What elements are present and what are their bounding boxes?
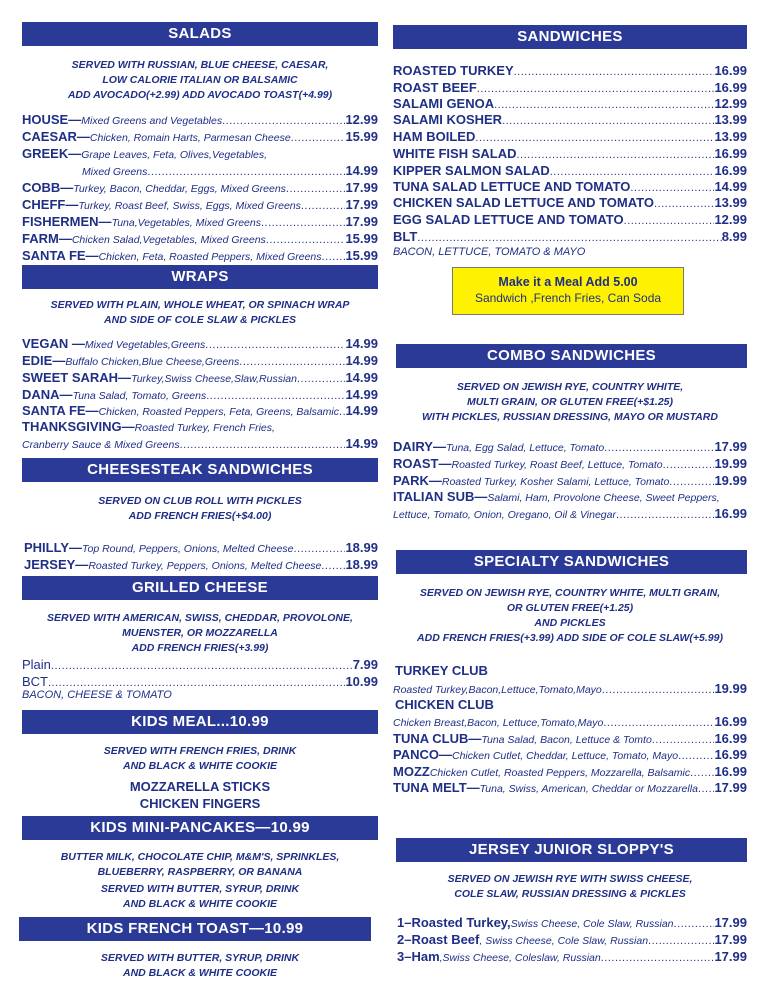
menu-item [22,247,378,264]
menu-item [22,128,378,145]
item-price: 16.99 [714,80,747,95]
menu-item [22,418,378,435]
item-price: 18.99 [345,557,378,572]
toast-note: SERVED WITH BUTTER, SYRUP, DRINK AND BLACK & WHITE COOKIE [100,952,300,979]
salads-header: SALADS [22,22,378,46]
menu-item [393,472,747,489]
item-price: 12.99 [714,212,747,227]
item-price: 15.99 [345,129,378,144]
dot-leader [205,337,345,352]
menu-item [22,111,378,128]
dot-leader [239,354,345,369]
item-desc: Swiss Cheese, Cole Slaw, Russian [510,918,674,930]
menu-item [393,111,747,128]
item-desc: Chicken Cutlet, Cheddar, Lettuce, Tomato, Mayo [451,750,679,762]
item-price: 16.99 [714,506,747,521]
pancakes-served-note: SERVED WITH BUTTER, SYRUP, DRINK AND BLACK & WHITE COOKIE [100,883,300,910]
item-price: 13.99 [714,112,747,127]
dot-leader [321,558,345,573]
item-price: 16.99 [714,63,747,78]
dot-leader [648,933,714,948]
item-name: HOUSE— [22,112,82,127]
menu-item [393,211,747,228]
dot-leader [669,474,714,489]
item-price: 17.99 [345,197,378,212]
menu-item [393,455,747,472]
dot-leader [514,64,715,79]
meal-desc: Sandwich ,French Fries, Can Soda [474,291,662,305]
menu-item [22,673,378,690]
item-name: 2–Roast Beef [397,932,480,947]
item-name: SALAMI KOSHER [393,112,503,127]
dot-leader [678,748,714,763]
menu-item [397,948,747,965]
pancakes-note: BUTTER MILK, CHOCOLATE CHIP, M&M'S, SPRINKLES, BLUEBERRY, RASPBERRY, OR BANANA [60,851,340,878]
item-price: 8.99 [721,229,747,244]
menu-item [24,556,378,573]
item-name: JERSEY— [24,557,89,572]
item-name: CHICKEN SALAD LETTUCE AND TOMATO [393,195,654,210]
item-price: 15.99 [345,231,378,246]
wraps-header: WRAPS [22,265,378,289]
item-name: WHITE FISH SALAD [393,146,517,161]
dot-leader [206,388,345,403]
menu-item [393,228,747,245]
item-desc: Roasted Turkey, Roast Beef, Lettuce, Tomato [451,459,663,471]
meal-title: Make it a Meal Add 5.00 [498,275,638,289]
kids-meal-note: SERVED WITH FRENCH FRIES, DRINK AND BLACK & WHITE COOKIE [103,745,297,772]
item-price: 7.99 [352,657,378,672]
dot-leader [294,541,346,556]
dot-leader [301,198,346,213]
item-name: PHILLY— [24,540,83,555]
menu-item [22,230,378,247]
menu-item [393,763,747,780]
item-name: ROAST BEEF [393,80,477,95]
menu-item [393,62,747,79]
item-name: EDIE— [22,353,66,368]
menu-item [393,713,747,730]
item-name: SANTA FE— [22,248,99,263]
sloppy-note: SERVED ON JEWISH RYE WITH SWISS CHEESE, COLE SLAW, RUSSIAN DRESSING & PICKLES [447,873,693,900]
item-desc: Tuna Salad, Tomato, Greens [72,390,207,402]
wraps-note: SERVED WITH PLAIN, WHOLE WHEAT, OR SPINACH WRAP AND SIDE OF COLE SLAW & PICKLES [50,299,350,326]
kids-option: MOZZARELLA STICKS [129,779,271,794]
item-name: MOZZ [393,764,430,779]
item-price: 16.99 [714,764,747,779]
item-desc: Cranberry Sauce & Mixed Greens [22,439,180,451]
dot-leader [417,230,721,245]
menu-item [22,369,378,386]
item-desc: Chicken, Roasted Peppers, Feta, Greens, Balsamic [98,406,340,418]
item-name: BCT [22,674,48,689]
item-price: 15.99 [345,248,378,263]
item-price: 19.99 [714,456,747,471]
combo-note: SERVED ON JEWISH RYE, COUNTRY WHITE, MULTI GRAIN, OR GLUTEN FREE(+$1.25) WITH PICKLES, RUSSIAN DRESSING, MAYO OR MUSTARD [422,381,718,423]
bct-desc: BACON, CHEESE & TOMATO [22,689,172,701]
item-price: 17.99 [714,932,747,947]
dot-leader [604,440,714,455]
item-name: SALAMI GENOA [393,96,495,111]
item-price: 14.99 [345,436,378,451]
item-name: CHEFF— [22,197,79,212]
item-desc: Top Round, Peppers, Onions, Melted Cheese [82,543,294,555]
dot-leader [663,457,715,472]
menu-item [393,194,747,211]
item-name: SANTA FE— [22,403,99,418]
item-price: 17.99 [714,439,747,454]
dot-leader [322,249,346,264]
item-name: CAESAR— [22,129,90,144]
item-desc: Chicken, Romain Harts, Parmesan Cheese [89,132,291,144]
item-desc: Mixed Vegetables,Greens [84,339,206,351]
item-name: BLT [393,229,418,244]
dot-leader [222,113,345,128]
item-desc: Turkey,Swiss Cheese,Slaw,Russian [131,373,297,385]
dot-leader [494,97,714,112]
item-desc: Salami, Ham, Provolone Cheese, Sweet Peppers, [487,492,720,504]
item-price: 14.99 [345,336,378,351]
dot-leader [550,164,715,179]
dot-leader [297,371,345,386]
item-desc: , Swiss Cheese, Cole Slaw, Russian [479,935,649,947]
item-name: COBB— [22,180,74,195]
item-name: 1–Roasted Turkey, [397,915,511,930]
item-price: 14.99 [714,179,747,194]
menu-item [393,162,747,179]
dot-leader [603,715,714,730]
item-desc: Roasted Turkey, Peppers, Onions, Melted Cheese [88,560,322,572]
item-desc: Tuna Salad, Bacon, Lettuce & Tomto [481,734,652,746]
menu-item [393,746,747,763]
dot-leader [51,658,353,673]
menu-item [393,779,747,796]
item-price: 13.99 [714,195,747,210]
item-price: 17.99 [714,949,747,964]
menu-item [393,79,747,96]
dot-leader [48,675,345,690]
item-price: 17.99 [345,214,378,229]
item-desc: Mixed Greens and Vegetables [81,115,223,127]
dot-leader [698,781,715,796]
item-desc: Chicken Breast,Bacon, Lettuce,Tomato,Mayo [393,717,604,729]
menu-item [393,488,747,505]
sandwiches-header: SANDWICHES [393,25,747,49]
item-desc: Tuna, Swiss, American, Cheddar or Mozzarella [479,783,698,795]
item-name: SWEET SARAH— [22,370,132,385]
kids-pancakes-header: KIDS MINI-PANCAKES—10.99 [22,816,378,840]
item-price: 16.99 [714,146,747,161]
menu-item [22,386,378,403]
item-price: 17.99 [714,915,747,930]
dot-leader [502,113,714,128]
specialty-note: SERVED ON JEWISH RYE, COUNTRY WHITE, MULTI GRAIN, OR GLUTEN FREE(+1.25) AND PICKLES ADD FRENCH FRIES(+3.99) ADD SIDE OF COLE SLAW(+5.99) [417,587,723,644]
item-desc: Lettuce, Tomato, Onion, Oregano, Oil & Vinegar [393,509,616,521]
item-desc: Mixed Greens [82,166,148,178]
menu-item [397,931,747,948]
item-desc: Chicken, Feta, Roasted Peppers, Mixed Greens [98,251,322,263]
menu-item [22,335,378,352]
item-desc: Chicken Salad,Vegetables, Mixed Greens [71,234,266,246]
item-desc: Tuna, Egg Salad, Lettuce, Tomato [445,442,605,454]
menu-item [393,680,747,697]
item-desc: Grape Leaves, Feta, Olives,Vegetables, [81,149,268,161]
item-name: PARK— [393,473,442,488]
item-price: 14.99 [345,403,378,418]
item-desc: Turkey, Bacon, Cheddar, Eggs, Mixed Greens [73,183,286,195]
combo-header: COMBO SANDWICHES [396,344,747,368]
menu-item [393,438,747,455]
dot-leader [690,765,714,780]
item-price: 16.99 [714,163,747,178]
dot-leader [291,130,346,145]
item-name: FARM— [22,231,72,246]
item-price: 12.99 [345,112,378,127]
item-name: TUNA MELT— [393,780,480,795]
item-desc: Tuna,Vegetables, Mixed Greens [111,217,261,229]
menu-item [393,178,747,195]
specialty-header: SPECIALTY SANDWICHES [396,550,747,574]
item-desc: Roasted Turkey, French Fries, [134,422,275,434]
dot-leader [475,130,714,145]
item-name: HAM BOILED [393,129,476,144]
menu-item-cont [22,435,378,452]
sloppy-header: JERSEY JUNIOR SLOPPY'S [396,838,747,862]
dot-leader [477,81,715,96]
item-name: 3–Ham [397,949,440,964]
item-desc: Turkey, Roast Beef, Swiss, Eggs, Mixed Greens [78,200,301,212]
menu-item [22,196,378,213]
item-price: 14.99 [345,370,378,385]
item-desc: Buffalo Chicken,Blue Cheese,Greens [65,356,240,368]
make-it-a-meal-box [452,267,684,315]
item-price: 17.99 [714,780,747,795]
menu-item [22,656,378,673]
menu-item [22,213,378,230]
item-name: DAIRY— [393,439,446,454]
dot-leader [261,215,345,230]
kids-option: CHICKEN FINGERS [139,796,261,811]
menu-item [393,128,747,145]
item-name: Plain [22,657,51,672]
item-desc: ,Swiss Cheese, Coleslaw, Russian [439,952,601,964]
dot-leader [652,732,715,747]
item-price: 19.99 [714,473,747,488]
item-desc: Roasted Turkey,Bacon,Lettuce,Tomato,Mayo [393,684,602,696]
item-name: FISHERMEN— [22,214,112,229]
item-name: EGG SALAD LETTUCE AND TOMATO [393,212,624,227]
salads-note: SERVED WITH RUSSIAN, BLUE CHEESE, CAESAR, LOW CALORIE ITALIAN OR BALSAMIC ADD AVOCADO(+2.99) ADD AVOCADO TOAST(+4.99) [67,59,333,101]
item-price: 13.99 [714,129,747,144]
menu-item [393,95,747,112]
item-price: 10.99 [345,674,378,689]
menu-item [22,179,378,196]
item-name: PANCO— [393,747,452,762]
menu-item [397,914,747,931]
dot-leader [286,181,346,196]
dot-leader [180,437,346,452]
dot-leader [630,180,714,195]
kids-french-toast-header: KIDS FRENCH TOAST—10.99 [19,917,371,941]
dot-leader [266,232,346,247]
item-name: THANKSGIVING— [22,419,135,434]
item-name: TUNA CLUB— [393,731,482,746]
grilled-note: SERVED WITH AMERICAN, SWISS, CHEDDAR, PROVOLONE, MUENSTER, OR MOZZARELLA ADD FRENCH FRIES(+3.99) [47,612,353,654]
menu-item [22,402,378,419]
chicken-club-title: CHICKEN CLUB [395,697,494,712]
item-name: ITALIAN SUB— [393,489,488,504]
menu-item-cont [393,505,747,522]
item-name: ROAST— [393,456,452,471]
item-price: 18.99 [345,540,378,555]
item-name: TUNA SALAD LETTUCE AND TOMATO [393,179,631,194]
item-price: 14.99 [345,353,378,368]
item-price: 12.99 [714,96,747,111]
dot-leader [601,950,715,965]
menu-item [22,352,378,369]
item-price: 16.99 [714,714,747,729]
item-price: 17.99 [345,180,378,195]
item-name: KIPPER SALMON SALAD [393,163,550,178]
dot-leader [624,213,715,228]
menu-item [393,730,747,747]
menu-item [24,539,378,556]
cheesesteak-header: CHEESESTEAK SANDWICHES [22,458,378,482]
dot-leader [674,916,715,931]
item-price: 16.99 [714,731,747,746]
item-price: 19.99 [714,681,747,696]
dot-leader [602,682,715,697]
menu-item [393,145,747,162]
grilled-cheese-header: GRILLED CHEESE [22,576,378,600]
dot-leader [147,164,345,179]
item-desc: Roasted Turkey, Kosher Salami, Lettuce, Tomato [441,476,670,488]
kids-meal-header: KIDS MEAL...10.99 [22,710,378,734]
menu-item [22,145,378,162]
item-price: 14.99 [345,387,378,402]
item-name: VEGAN — [22,336,85,351]
blt-desc: BACON, LETTUCE, TOMATO & MAYO [393,246,586,258]
item-price: 16.99 [714,747,747,762]
turkey-club-title: TURKEY CLUB [395,663,488,678]
item-desc: Chicken Cutlet, Roasted Peppers, Mozzarella, Balsamic [429,767,691,779]
dot-leader [616,507,714,522]
item-name: DANA— [22,387,73,402]
menu-item-cont [82,162,378,179]
item-name: ROASTED TURKEY [393,63,514,78]
dot-leader [654,196,714,211]
cheesesteak-note: SERVED ON CLUB ROLL WITH PICKLES ADD FRENCH FRIES(+$4.00) [98,495,302,522]
item-name: GREEK— [22,146,82,161]
item-price: 14.99 [345,163,378,178]
dot-leader [517,147,715,162]
